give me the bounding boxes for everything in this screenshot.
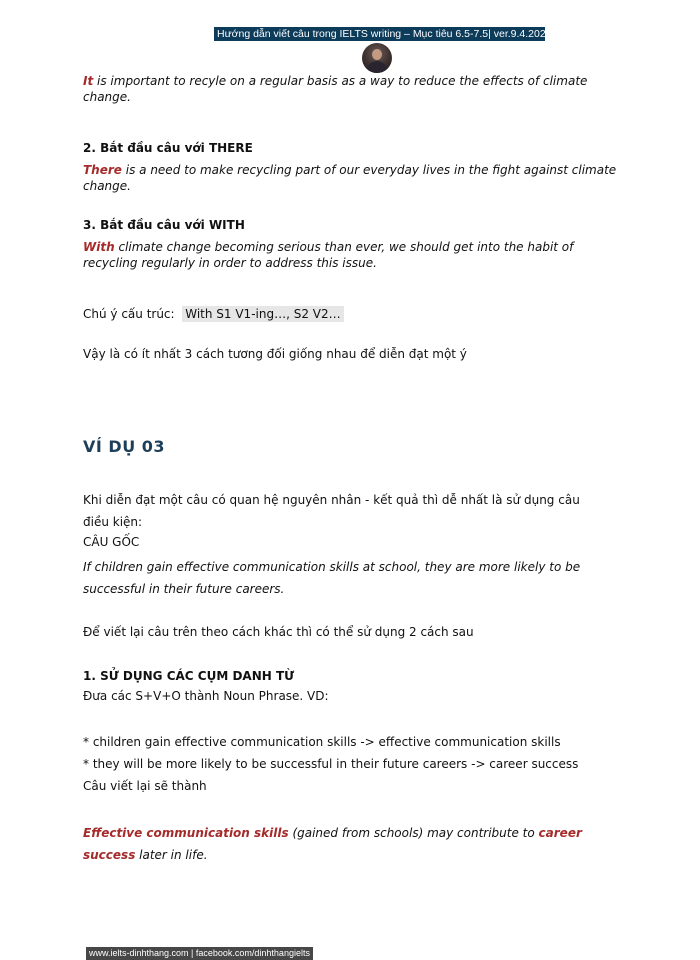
keyword-there: There <box>83 163 122 177</box>
there-example-text: is a need to make recycling part of our everyday lives in the fight against climate change. <box>83 163 617 193</box>
result-sentence <box>83 822 583 866</box>
heading-with: 3. Bắt đầu câu với WITH <box>83 218 245 232</box>
header-bar: Hướng dẫn viết câu trong IELTS writing – Mục tiêu 6.5-7.5| ver.9.4.2020 | <box>214 27 545 41</box>
keyword-with: With <box>83 240 115 254</box>
structure-code: With S1 V1-ing…, S2 V2… <box>182 306 343 322</box>
with-example-text: climate change becoming serious than ever, we should get into the habit of recycling regularly in order to address this issue. <box>83 240 574 270</box>
footer-links[interactable]: www.ielts-dinhthang.com | facebook.com/dinhthangielts <box>86 947 313 960</box>
bullet-item: * children gain effective communication skills -> effective communication skills <box>83 735 561 749</box>
keyword-effective-skills: Effective communication skills <box>83 826 289 840</box>
structure-note-label: Chú ý cấu trúc: <box>83 307 175 321</box>
rewrite-intro: Để viết lại câu trên theo cách khác thì có thể sử dụng 2 cách sau <box>83 625 474 639</box>
result-mid-text: (gained from schools) may contribute to <box>288 826 539 840</box>
method1-heading: 1. SỬ DỤNG CÁC CỤM DANH TỪ <box>83 669 295 683</box>
keyword-it: It <box>83 74 94 88</box>
keyword-career-success: career success <box>83 826 582 862</box>
with-example <box>83 239 623 271</box>
original-label: CÂU GỐC <box>83 535 140 549</box>
it-example-text: is important to recyle on a regular basis as a way to reduce the effects of climate change. <box>83 74 588 104</box>
author-avatar <box>362 43 392 73</box>
summary-text: Vậy là có ít nhất 3 cách tương đối giống nhau để diễn đạt một ý <box>83 347 467 361</box>
example-title: VÍ DỤ 03 <box>83 437 166 456</box>
it-example <box>83 73 623 105</box>
structure-note <box>83 306 623 322</box>
intro-text: Khi diễn đạt một câu có quan hệ nguyên nhân - kết quả thì dễ nhất là sử dụng câu điều kiện: <box>83 493 580 529</box>
method1-desc: Đưa các S+V+O thành Noun Phrase. VD: <box>83 689 329 703</box>
heading-there: 2. Bắt đầu câu với THERE <box>83 141 253 155</box>
result-label: Câu viết lại sẽ thành <box>83 779 207 793</box>
result-end-text: later in life. <box>135 848 208 862</box>
original-sentence: If children gain effective communication skills at school, they are more likely to be successful in their future careers. <box>83 560 581 596</box>
bullet-item: * they will be more likely to be successful in their future careers -> career success <box>83 757 579 771</box>
there-example <box>83 162 623 194</box>
